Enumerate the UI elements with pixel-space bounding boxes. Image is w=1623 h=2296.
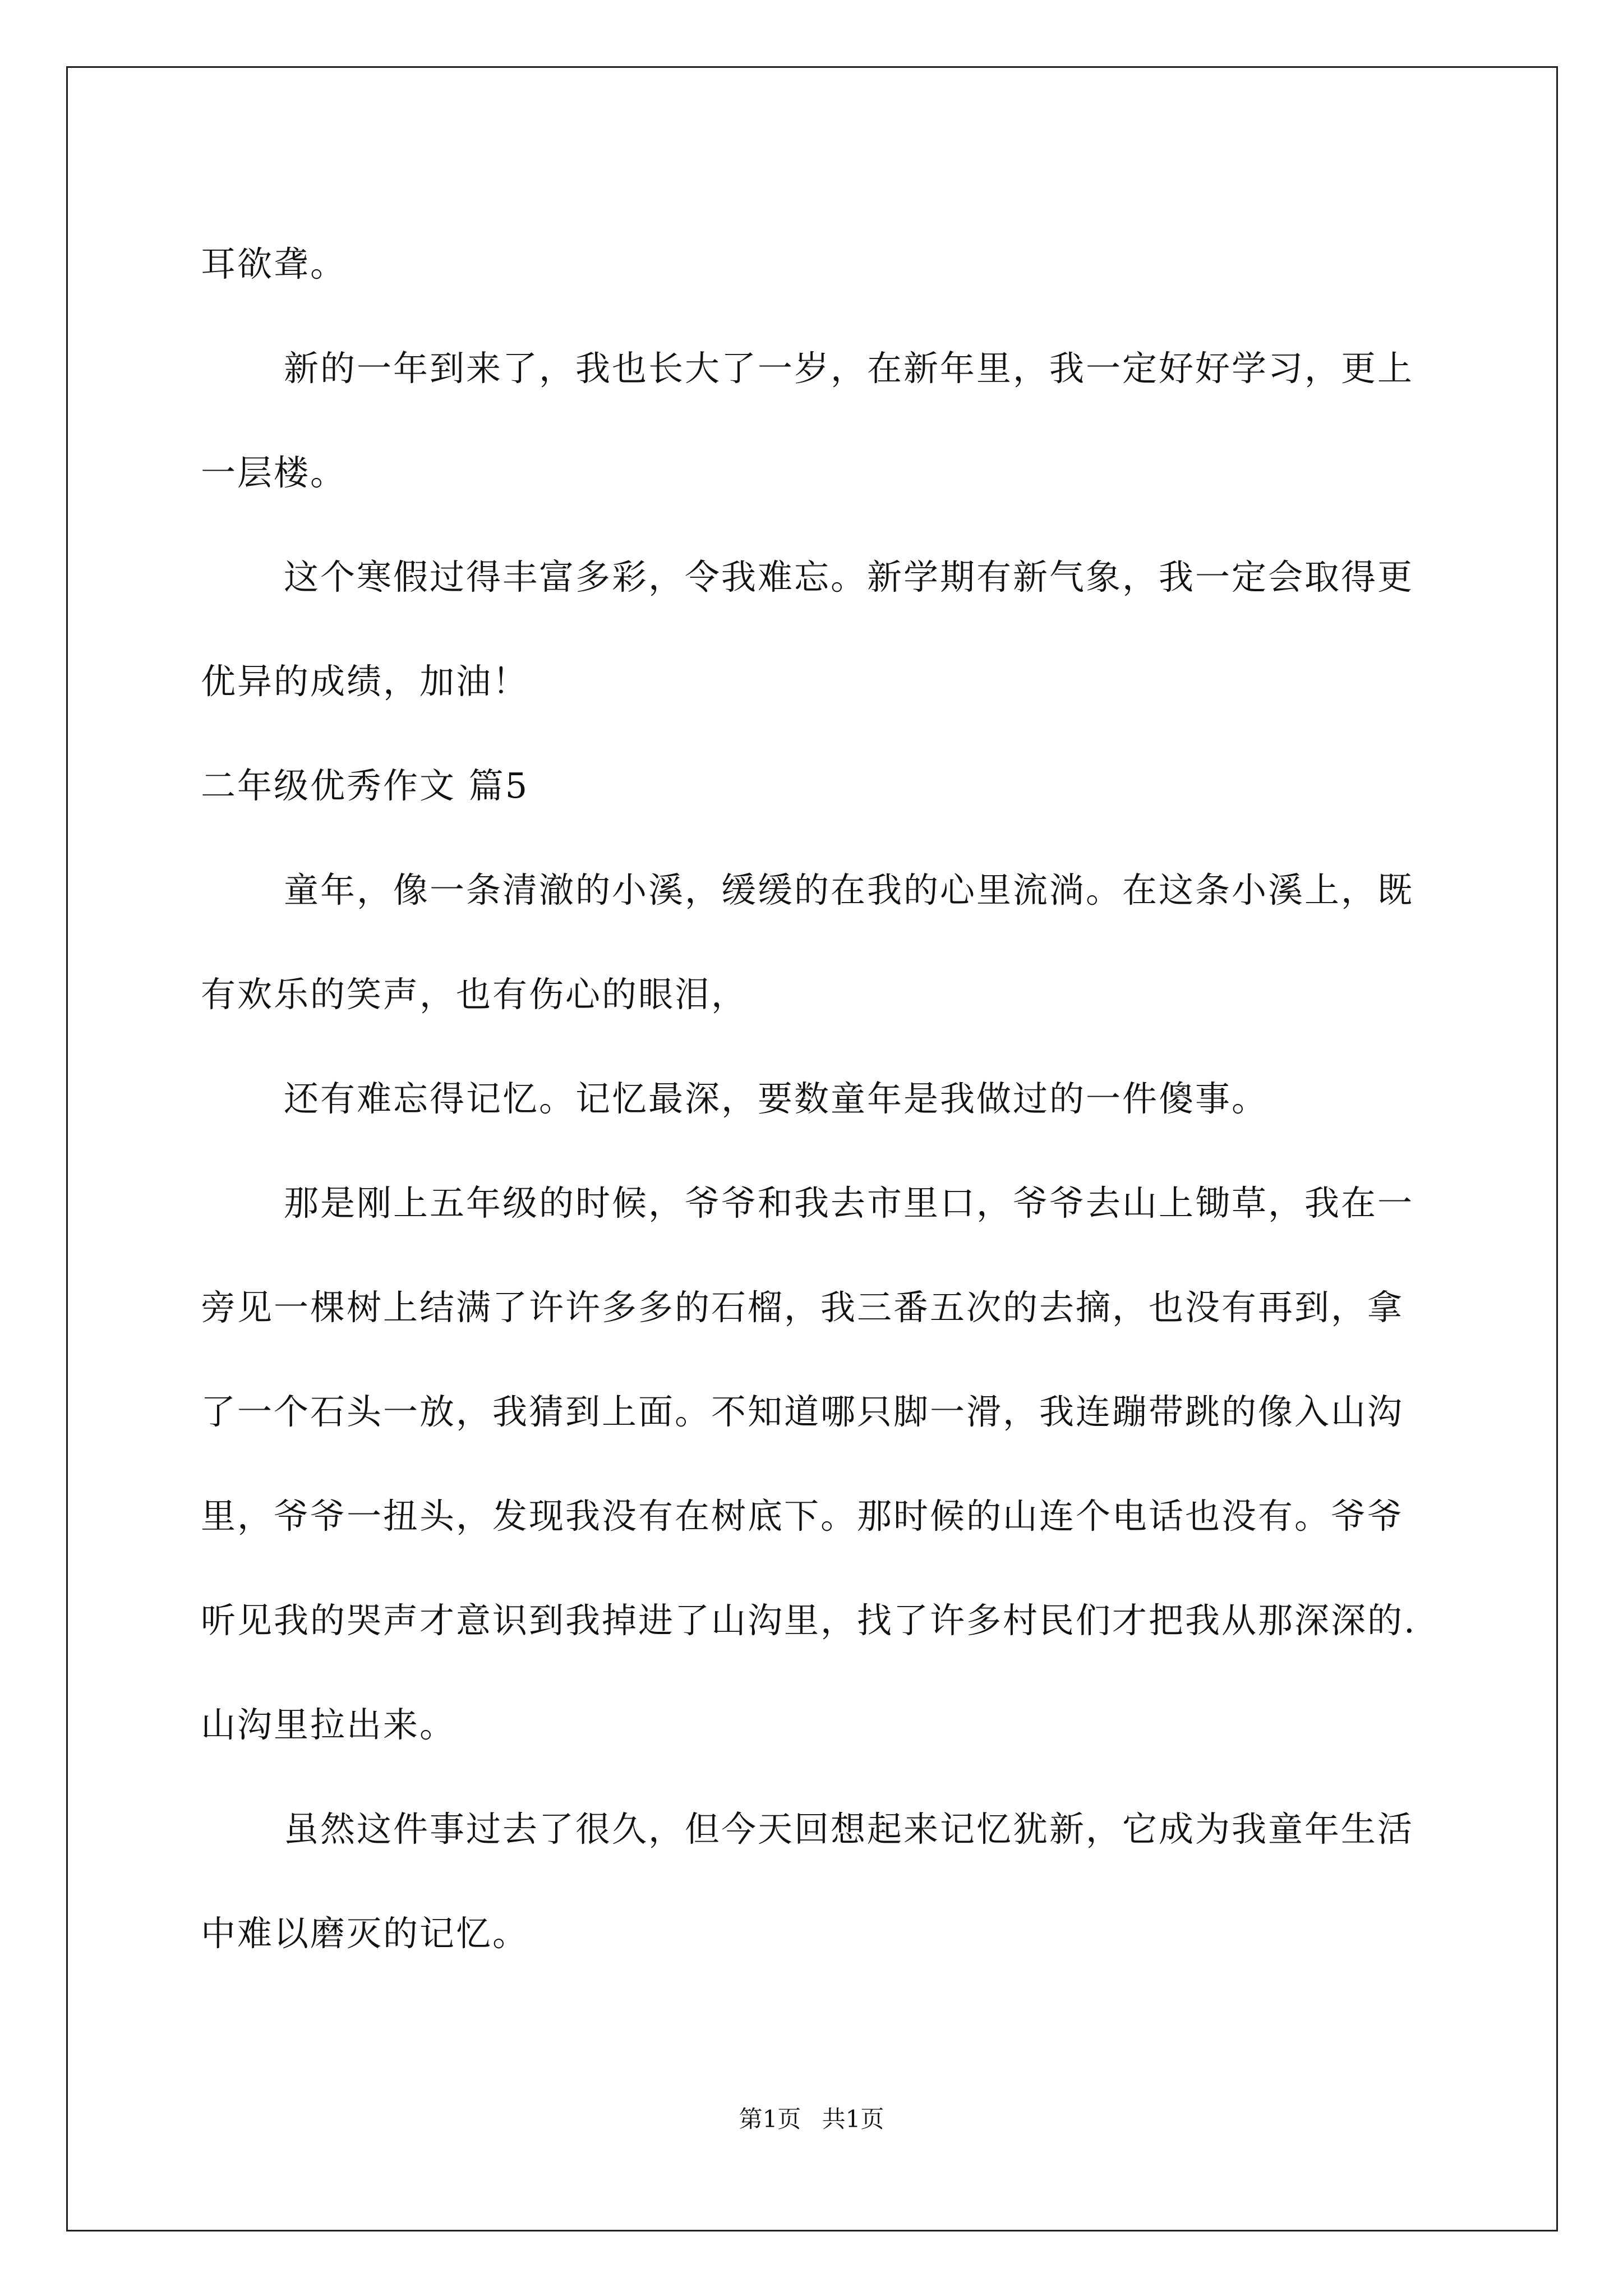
paragraph-1: 耳欲聋。 [201, 243, 347, 284]
paragraph-4: 童年，像一条清澈的小溪，缓缓的在我的心里流淌。在这条小溪上，既有欢乐的笑声，也有伤心的眼泪， [201, 869, 1414, 1015]
document-body [201, 212, 1435, 1986]
page-number: 第1页 [739, 2105, 801, 2133]
page-count: 共1页 [822, 2105, 884, 2133]
paragraph-7: 虽然这件事过去了很久，但今天回想起来记忆犹新，它成为我童年生活中难以磨灭的记忆。 [201, 1809, 1414, 1954]
page-footer [0, 2102, 1623, 2136]
paragraph-2: 新的一年到来了，我也长大了一岁，在新年里，我一定好好学习，更上一层楼。 [201, 348, 1414, 493]
paragraph-6: 那是刚上五年级的时候，爷爷和我去市里口，爷爷去山上锄草，我在一旁见一棵树上结满了许许多多的石榴，我三番五次的去摘，也没有再到，拿了一个石头一放，我猜到上面。不知道哪只脚一滑，我连蹦带跳的像入山沟里，爷爷一扭头，发现我没有在树底下。那时候的山连个电话也没有。爷爷听见我的哭声才意识到我掉进了山沟里，找了许多村民们才把我从那深深的.山沟里拉出来。 [201, 1182, 1417, 1745]
section-heading: 二年级优秀作文 篇5 [201, 765, 529, 806]
paragraph-3: 这个寒假过得丰富多彩，令我难忘。新学期有新气象，我一定会取得更优异的成绩，加油！ [201, 556, 1414, 702]
paragraph-5: 还有难忘得记忆。记忆最深，要数童年是我做过的一件傻事。 [284, 1078, 1269, 1119]
